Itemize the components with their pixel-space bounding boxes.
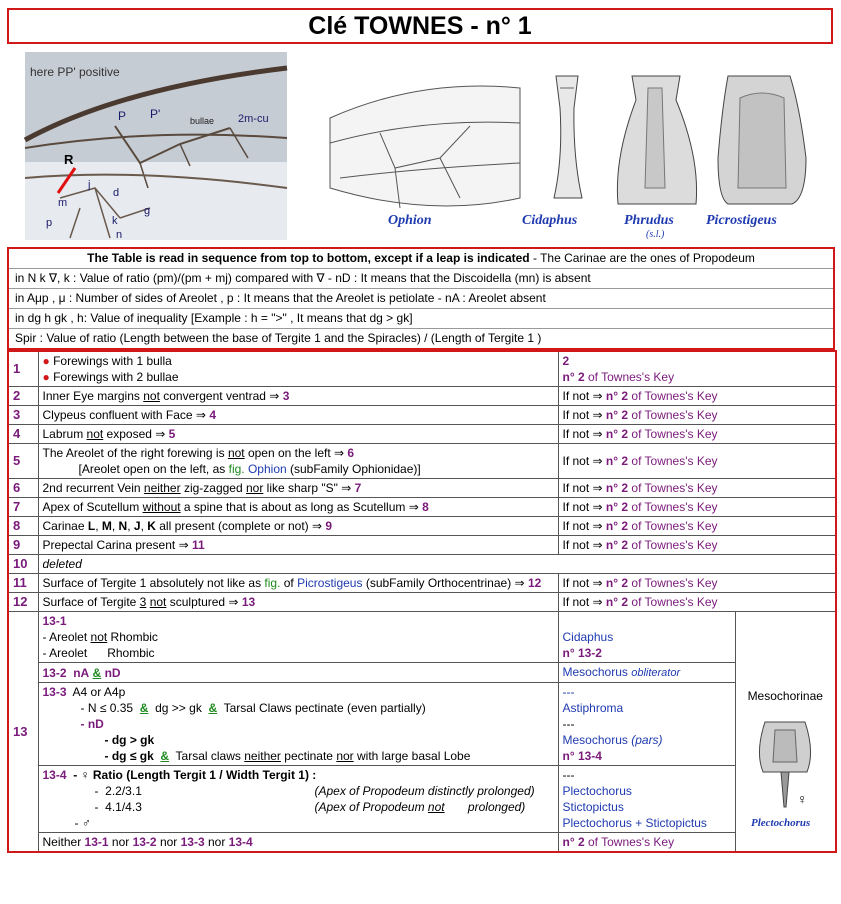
- ampersand: &: [92, 665, 102, 680]
- dash-text: ---: [562, 717, 575, 731]
- taxon-link[interactable]: Plectochorus + Stictopictus: [562, 816, 707, 830]
- ampersand: &: [160, 749, 170, 763]
- taxon-link[interactable]: Plectochorus: [562, 784, 632, 798]
- taxon-link[interactable]: Mesochorus: [562, 733, 628, 747]
- text-part: Clypeus confluent with Face ⇒: [42, 408, 210, 422]
- result-13-3: [558, 683, 735, 766]
- text-part: convergent ventrad ⇒: [159, 389, 283, 403]
- family-cell: [735, 612, 836, 853]
- couplet-13-neither: [38, 833, 558, 853]
- wing-photo: [25, 52, 287, 241]
- row-5-text: [38, 444, 558, 479]
- wing-label-2m-cu: 2m-cu: [238, 113, 269, 125]
- text-part: - dg ≤ gk: [104, 749, 161, 763]
- text-part: (subFamily Ophionidae)]: [286, 462, 421, 476]
- couplet-ref: 13-2: [132, 835, 157, 849]
- goto-link[interactable]: 9: [325, 519, 333, 533]
- ampersand: &: [139, 701, 149, 715]
- row-number: 1: [8, 351, 38, 387]
- result-13-4: [558, 766, 735, 833]
- text-part: Neither: [42, 835, 85, 849]
- row-number: 7: [8, 498, 38, 517]
- if-not-cell: [558, 517, 836, 536]
- instructions-header: [9, 249, 833, 269]
- wing-label-j: j: [88, 179, 91, 191]
- text-part: not: [86, 427, 104, 441]
- if-not-cell: [558, 444, 836, 479]
- text-part: like sharp "S" ⇒: [263, 481, 355, 495]
- couplet-13-1: [38, 612, 558, 663]
- row-9-text: [38, 536, 558, 555]
- if-not-text: If not ⇒: [562, 454, 603, 468]
- taxon-link[interactable]: Picrostigeus: [297, 576, 363, 590]
- text-part: (Apex of Propodeum: [314, 800, 428, 814]
- text-part: A4 or A4p: [72, 685, 126, 699]
- key-row-8: [8, 517, 836, 536]
- key-row-6: [8, 479, 836, 498]
- dash-text: ---: [562, 768, 575, 782]
- text-part: - dg > gk: [104, 733, 155, 747]
- text-part: 2nd recurrent Vein: [42, 481, 144, 495]
- key-row-9: [8, 536, 836, 555]
- row-number: 8: [8, 517, 38, 536]
- carina-letter: K: [147, 519, 156, 533]
- wing-label-d: d: [113, 187, 120, 199]
- wing-label-r: R: [64, 152, 74, 167]
- fig-link[interactable]: fig.: [228, 462, 245, 476]
- goto-link[interactable]: 4: [209, 408, 216, 422]
- of-townes-text: of Townes's Key: [631, 408, 718, 422]
- row-1-result-a[interactable]: 2: [562, 354, 570, 368]
- couplet-13-4: [38, 766, 558, 833]
- text-part: - N ≤ 0.35: [80, 701, 140, 715]
- row-number: 2: [8, 387, 38, 406]
- plectochorus-caption: Plectochorus: [751, 816, 811, 829]
- couplet-ref: 13-3: [180, 835, 205, 849]
- wing-label-positive: here PP' positive: [30, 65, 120, 79]
- goto-link[interactable]: 5: [168, 427, 176, 441]
- species-text: (pars): [631, 733, 663, 747]
- taxon-link[interactable]: Astiphroma: [562, 701, 624, 715]
- caption-phrudus: Phrudus: [624, 213, 674, 228]
- text-part: prolonged): [444, 800, 526, 814]
- fig-link[interactable]: fig.: [264, 576, 281, 590]
- row-4-text: [38, 425, 558, 444]
- reading-instructions: [7, 247, 835, 350]
- n2-link[interactable]: n° 2: [605, 538, 629, 552]
- text-part: - 2.2/3.1: [94, 784, 142, 798]
- wing-label-g: g: [144, 205, 151, 217]
- caption-cidaphus: Cidaphus: [522, 213, 578, 228]
- text-part: Carinae: [42, 519, 88, 533]
- n2-link[interactable]: n° 2: [605, 454, 629, 468]
- text-part: nD: [104, 665, 121, 680]
- text-part: of: [280, 576, 298, 590]
- if-not-text: If not ⇒: [562, 500, 603, 514]
- text-part: all present (complete or not) ⇒: [155, 519, 326, 533]
- row-number: 3: [8, 406, 38, 425]
- ophion-wing-drawing: [330, 86, 520, 208]
- text-part: Surface of Tergite 1 absolutely not like as: [42, 576, 265, 590]
- goto-link[interactable]: 8: [422, 500, 429, 514]
- if-not-text: If not ⇒: [562, 595, 603, 609]
- wing-label-p-lower: p: [46, 217, 53, 229]
- couplet-id: 13-4: [42, 768, 67, 782]
- of-townes-text: of Townes's Key: [631, 389, 718, 403]
- key-row-5: [8, 444, 836, 479]
- if-not-text: If not ⇒: [562, 481, 603, 495]
- key-row-4: [8, 425, 836, 444]
- text-part: pectinate: [280, 749, 337, 763]
- figures-strip: [0, 48, 841, 244]
- row-12-text: [38, 593, 558, 612]
- text-part: Rhombic: [107, 630, 158, 644]
- text-part: sculptured ⇒: [166, 595, 242, 609]
- legend-line-3: in dg h gk , h: Value of inequality [Example : h = ">" , It means that dg > gk]: [9, 309, 833, 329]
- n2-link[interactable]: n° 2: [562, 370, 585, 384]
- wing-label-bullae: bullae: [190, 116, 215, 126]
- couplet-ref: 13-1: [84, 835, 109, 849]
- female-symbol-icon: ♀: [797, 790, 808, 807]
- taxon-link[interactable]: Cidaphus: [562, 630, 614, 644]
- row-number: 12: [8, 593, 38, 612]
- row-number: 9: [8, 536, 38, 555]
- row-1-result: [558, 351, 836, 387]
- row-6-text: [38, 479, 558, 498]
- key-row-1: [8, 351, 836, 387]
- of-townes-text: of Townes's Key: [631, 481, 718, 495]
- n2-link[interactable]: n° 2: [562, 835, 585, 849]
- ampersand: &: [208, 701, 218, 715]
- goto-link[interactable]: 11: [191, 538, 205, 552]
- key-row-13-4: [8, 766, 836, 833]
- if-not-cell: [558, 425, 836, 444]
- couplet-id: 13-2: [42, 665, 67, 680]
- n2-link[interactable]: n° 2: [605, 389, 629, 403]
- if-not-cell: [558, 479, 836, 498]
- if-not-text: If not ⇒: [562, 538, 603, 552]
- dash-text: ---: [562, 685, 575, 699]
- n2-link[interactable]: n° 2: [605, 595, 629, 609]
- n2-link[interactable]: n° 2: [605, 519, 629, 533]
- key-row-13-2: [8, 663, 836, 683]
- if-not-text: If not ⇒: [562, 519, 603, 533]
- text-part: Tarsal Claws pectinate (even partially): [217, 701, 426, 715]
- text-part: nA: [73, 665, 90, 680]
- goto-link[interactable]: 7: [354, 481, 362, 495]
- species-text: obliterator: [631, 667, 681, 679]
- text-part: dg >> gk: [148, 701, 209, 715]
- text-part: open on the left ⇒: [244, 446, 348, 460]
- if-not-text: If not ⇒: [562, 576, 603, 590]
- row-10-deleted: deleted: [38, 555, 836, 574]
- carina-letter: J: [133, 519, 141, 533]
- row-number: 5: [8, 444, 38, 479]
- text-part: exposed ⇒: [103, 427, 169, 441]
- caption-ophion: Ophion: [388, 213, 432, 228]
- wing-label-k: k: [112, 215, 118, 227]
- key-row-13-3: [8, 683, 836, 766]
- key-row-12: [8, 593, 836, 612]
- of-townes-text: of Townes's Key: [631, 500, 718, 514]
- if-not-cell: [558, 593, 836, 612]
- text-part: (Apex of Propodeum distinctly prolonged): [314, 784, 535, 798]
- couplet-id: 13-1: [42, 614, 67, 628]
- if-not-cell: [558, 574, 836, 593]
- caption-picrostigeus: Picrostigeus: [706, 213, 777, 228]
- text-part: neither: [244, 749, 281, 763]
- text-part: not: [90, 630, 108, 644]
- caption-phrudus-sl: (s.l.): [646, 229, 665, 240]
- text-part: nor: [336, 749, 354, 763]
- couplet-ref: 13-4: [228, 835, 253, 849]
- of-townes-text: of Townes's Key: [587, 370, 675, 384]
- wing-label-n: n: [116, 229, 123, 241]
- of-townes-text: of Townes's Key: [631, 576, 718, 590]
- text-part: without: [142, 500, 181, 514]
- goto-link[interactable]: 6: [347, 446, 355, 460]
- row-8-text: Carinae L, M, N, J, K all present (complete or not) ⇒ 9: [38, 517, 558, 536]
- legend-line-2: in Aμp , μ : Number of sides of Areolet , p : It means that the Areolet is petiolate - nA : Areolet absent: [9, 289, 833, 309]
- key-row-7: [8, 498, 836, 517]
- of-townes-text: of Townes's Key: [631, 538, 718, 552]
- text-part: Prepectal Carina present ⇒: [42, 538, 192, 552]
- goto-link[interactable]: n° 13-2: [562, 646, 602, 660]
- row-number: 13: [8, 612, 38, 853]
- taxon-link[interactable]: Ophion: [247, 462, 287, 476]
- text-part: nor: [245, 481, 264, 495]
- row-number: 11: [8, 574, 38, 593]
- key-row-2: [8, 387, 836, 406]
- row-1-option-a: Forewings with 1 bulla: [53, 354, 172, 368]
- if-not-cell: [558, 387, 836, 406]
- row-3-text: [38, 406, 558, 425]
- goto-link[interactable]: 3: [282, 389, 290, 403]
- if-not-text: If not ⇒: [562, 389, 603, 403]
- legend-line-4: Spir : Value of ratio (Length between the base of Tergite 1 and the Spiracles) / (Length of Tergite 1 ): [15, 331, 542, 345]
- goto-link[interactable]: n° 13-4: [562, 749, 602, 763]
- n2-link[interactable]: n° 2: [605, 500, 629, 514]
- text-part: Labrum: [42, 427, 87, 441]
- row-11-text: [38, 574, 558, 593]
- text-part: not: [143, 389, 160, 403]
- couplet-13-2: [38, 663, 558, 683]
- text-part: a spine that is about as long as Scutellum ⇒: [180, 500, 423, 514]
- row-7-text: [38, 498, 558, 517]
- phrudus-drawing: [617, 76, 696, 204]
- text-part: Surface of Tergite: [42, 595, 140, 609]
- text-part: not: [227, 446, 245, 460]
- if-not-cell: [558, 406, 836, 425]
- family-name: Mesochorinae: [747, 688, 823, 703]
- row-1-option-b: Forewings with 2 bullae: [53, 370, 179, 384]
- text-part: - 4.1/4.3: [94, 800, 142, 814]
- text-part: - ♂: [74, 816, 91, 830]
- of-townes-text: of Townes's Key: [631, 519, 718, 533]
- text-part: The Areolet of the right forewing is: [42, 446, 228, 460]
- n2-link[interactable]: n° 2: [605, 408, 629, 422]
- text-part: nor: [204, 835, 229, 849]
- of-townes-text: of Townes's Key: [587, 835, 675, 849]
- of-townes-text: of Townes's Key: [631, 454, 718, 468]
- bullet-icon: ●: [42, 354, 50, 368]
- plectochorus-figure: [745, 712, 825, 832]
- text-part: 3: [139, 595, 147, 609]
- text-part: nor: [108, 835, 133, 849]
- text-part: Tarsal claws: [169, 749, 245, 763]
- cidaphus-drawing: [554, 76, 582, 198]
- legend-line-1: in N k ∇, k : Value of ratio (pm)/(pm + mj) compared with ∇ - nD : It means that the Discoidella (mn) is absent: [9, 269, 833, 289]
- of-townes-text: of Townes's Key: [631, 427, 718, 441]
- couplet-13-3: [38, 683, 558, 766]
- taxon-link[interactable]: Mesochorus: [562, 665, 628, 679]
- text-part: - ♀ Ratio (Length Tergit 1 / Width Tergit 1) :: [73, 768, 317, 782]
- taxon-link[interactable]: Stictopictus: [562, 800, 624, 814]
- text-part: neither: [143, 481, 181, 495]
- text-part: Apex of Scutellum: [42, 500, 143, 514]
- goto-link[interactable]: 12: [527, 576, 542, 590]
- text-part: - Areolet Rhombic: [42, 646, 155, 660]
- wing-label-pp: P': [150, 107, 161, 121]
- wing-label-p: P: [118, 109, 127, 123]
- goto-link[interactable]: 13: [241, 595, 256, 609]
- text-part: [Areolet open on the left, as: [78, 462, 229, 476]
- bullet-icon: ●: [42, 370, 50, 384]
- row-number: 4: [8, 425, 38, 444]
- key-row-10: [8, 555, 836, 574]
- text-part: not: [149, 595, 167, 609]
- text-part: nor: [156, 835, 181, 849]
- couplet-id: 13-3: [42, 685, 67, 699]
- result-13-1: [558, 612, 735, 663]
- result-13-neither: [558, 833, 735, 853]
- instructions-header-rest: - The Carinae are the ones of Propodeum: [529, 251, 755, 265]
- key-row-13-5: [8, 833, 836, 853]
- key-row-11: [8, 574, 836, 593]
- key-table: [7, 350, 837, 853]
- result-13-2: [558, 663, 735, 683]
- n2-link[interactable]: n° 2: [605, 427, 629, 441]
- carina-letter: L: [87, 519, 96, 533]
- text-part: - nD: [80, 717, 104, 731]
- text-part: - Areolet: [42, 630, 91, 644]
- text-part: zig-zagged: [180, 481, 246, 495]
- n2-link[interactable]: n° 2: [605, 576, 629, 590]
- if-not-text: If not ⇒: [562, 408, 603, 422]
- carina-letter: M: [101, 519, 112, 533]
- carina-letter: N: [118, 519, 128, 533]
- row-2-text: [38, 387, 558, 406]
- row-1-couplet: [38, 351, 558, 387]
- key-row-13-1: [8, 612, 836, 663]
- wing-label-m: m: [58, 197, 68, 209]
- text-part: not: [427, 800, 445, 814]
- page-title: Clé TOWNES - n° 1: [7, 8, 833, 44]
- if-not-cell: [558, 536, 836, 555]
- of-townes-text: of Townes's Key: [631, 595, 718, 609]
- text-part: with large basal Lobe: [353, 749, 471, 763]
- key-row-3: [8, 406, 836, 425]
- text-part: Inner Eye margins: [42, 389, 144, 403]
- text-part: (subFamily Orthocentrinae) ⇒: [362, 576, 528, 590]
- if-not-text: If not ⇒: [562, 427, 603, 441]
- row-number: 6: [8, 479, 38, 498]
- if-not-cell: [558, 498, 836, 517]
- instructions-header-bold: The Table is read in sequence from top to bottom, except if a leap is indicated: [87, 251, 530, 265]
- picrostigeus-drawing: [718, 76, 806, 204]
- row-number: 10: [8, 555, 38, 574]
- n2-link[interactable]: n° 2: [605, 481, 629, 495]
